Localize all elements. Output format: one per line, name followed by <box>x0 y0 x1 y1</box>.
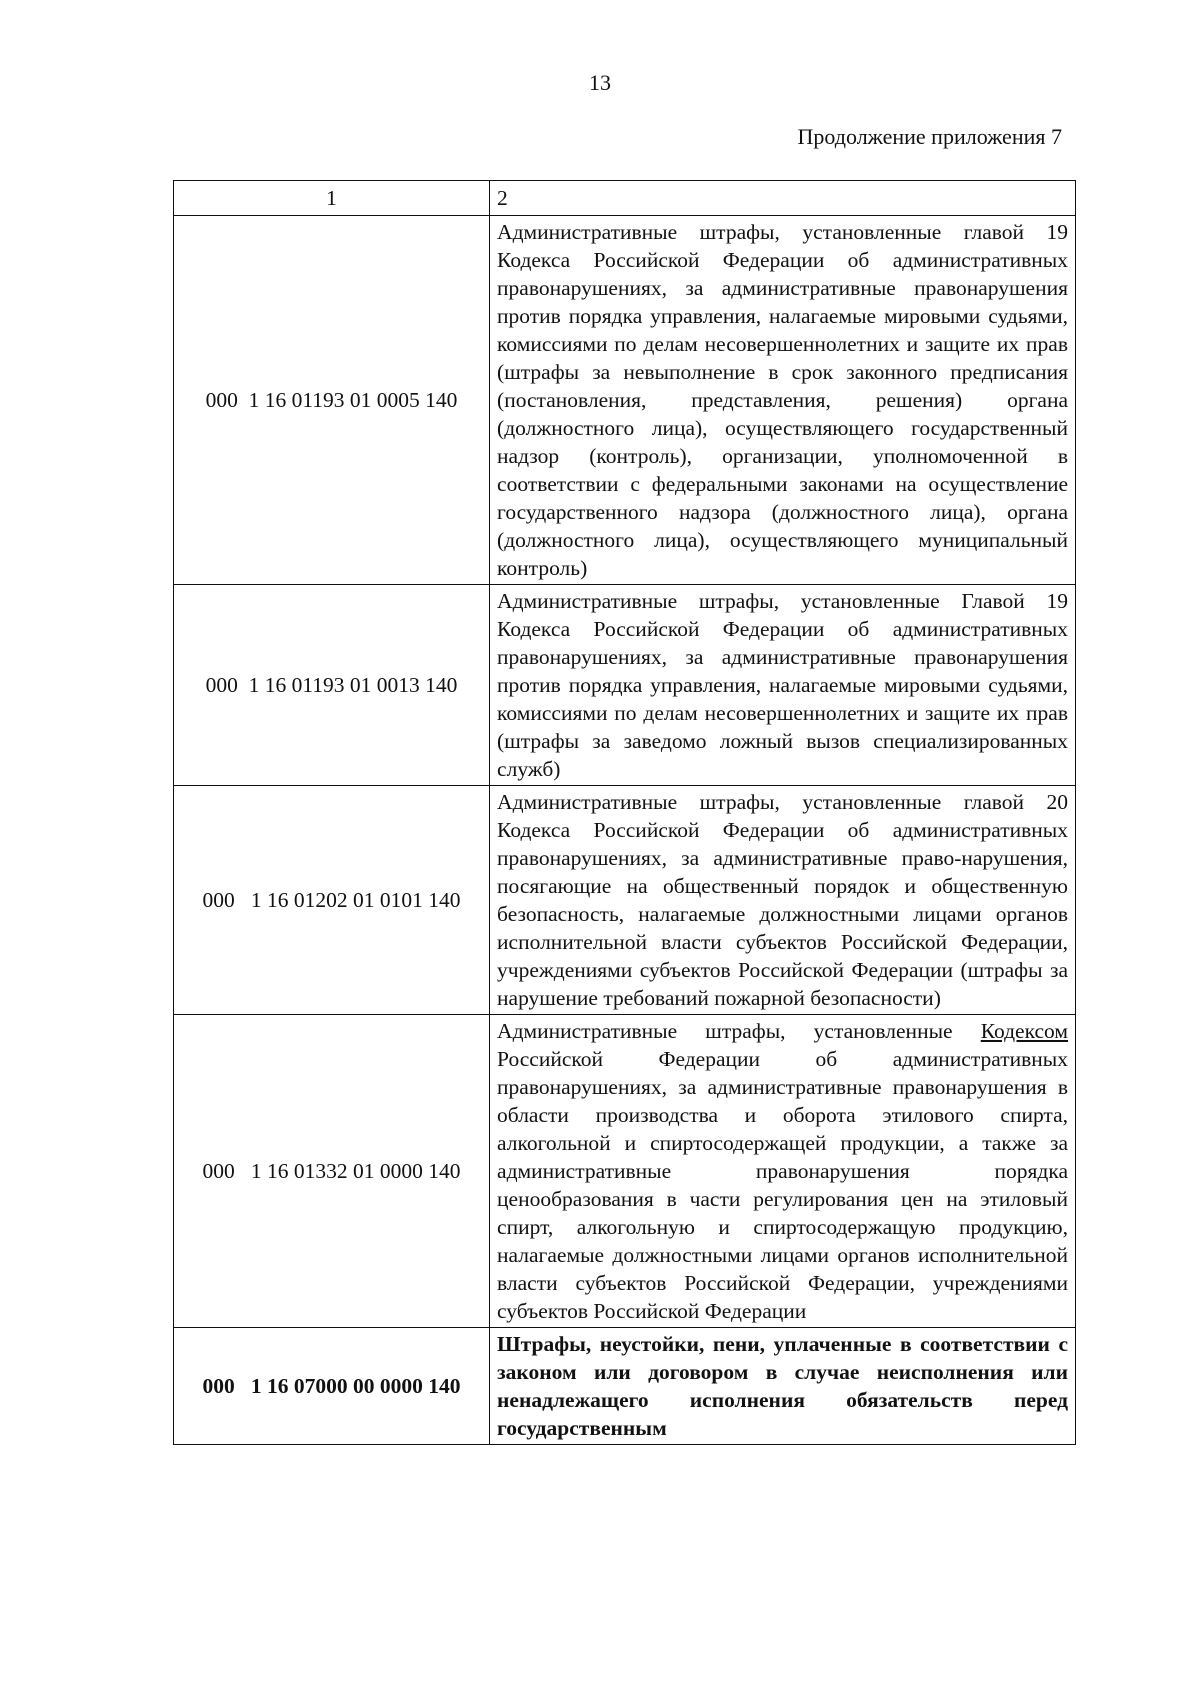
code-description: Административные штрафы, установленные главой 19 Кодекса Российской Федерации об административных правонарушениях, за административные правонарушения против порядка управления, налагаемые мировыми судьями, комиссиями по делам несовершеннолетних и защите их прав (штрафы за невыполнение в срок законного предписания (постановления, представления, решения) органа (должностного лица), осуществляющего государственный надзор (контроль), организации, уполномоченной в соответствии с федеральными законами на осуществление государственного надзора (должностного лица), органа (должностного лица), осуществляющего муниципальный контроль) <box>490 216 1076 585</box>
budget-code: 000 1 16 07000 00 0000 140 <box>174 1328 490 1445</box>
code-reference-link[interactable]: Кодексом <box>980 1019 1068 1043</box>
budget-codes-table <box>173 180 1076 1445</box>
code-description <box>490 1015 1076 1328</box>
budget-code: 000 1 16 01193 01 0013 140 <box>174 585 490 786</box>
page-number: 13 <box>589 70 611 95</box>
table-row <box>174 1328 1076 1445</box>
table-row <box>174 216 1076 585</box>
budget-code: 000 1 16 01193 01 0005 140 <box>174 216 490 585</box>
appendix-continuation-note: Продолжение приложения 7 <box>797 124 1062 149</box>
budget-code: 000 1 16 01202 01 0101 140 <box>174 786 490 1015</box>
description-text: Российской Федерации об административных правонарушениях, за административные правонарушения в области производства и оборота этилового спирта, алкогольной и спиртосодержащей продукции, а также за административные правонарушения порядка ценообразования в части регулирования цен на этиловый спирт, алкогольную и спиртосодержащую продукцию, налагаемые должностными лицами органов исполнительной власти субъектов Российской Федерации, учреждениями субъектов Российской Федерации <box>497 1047 1068 1323</box>
table-header-row <box>174 181 1076 216</box>
budget-code: 000 1 16 01332 01 0000 140 <box>174 1015 490 1328</box>
code-description: Административные штрафы, установленные Главой 19 Кодекса Российской Федерации об административных правонарушениях, за административные правонарушения против порядка управления, налагаемые мировыми судьями, комиссиями по делам несовершеннолетних и защите их прав (штрафы за заведомо ложный вызов специализированных служб) <box>490 585 1076 786</box>
table-row <box>174 585 1076 786</box>
code-description: Административные штрафы, установленные главой 20 Кодекса Российской Федерации об административных правонарушениях, за административные право-нарушения, посягающие на общественный порядок и общественную безопасность, налагаемые должностными лицами органов исполнительной власти субъектов Российской Федерации, учреждениями субъектов Российской Федерации (штрафы за нарушение требований пожарной безопасности) <box>490 786 1076 1015</box>
column-number-2: 2 <box>490 181 1076 216</box>
table-row <box>174 786 1076 1015</box>
column-number-1: 1 <box>174 181 490 216</box>
description-text: Административные штрафы, установленные <box>497 1019 981 1043</box>
code-description: Штрафы, неустойки, пени, уплаченные в соответствии с законом или договором в случае неисполнения или ненадлежащего исполнения обязательств перед государственным <box>490 1328 1076 1445</box>
table-row <box>174 1015 1076 1328</box>
